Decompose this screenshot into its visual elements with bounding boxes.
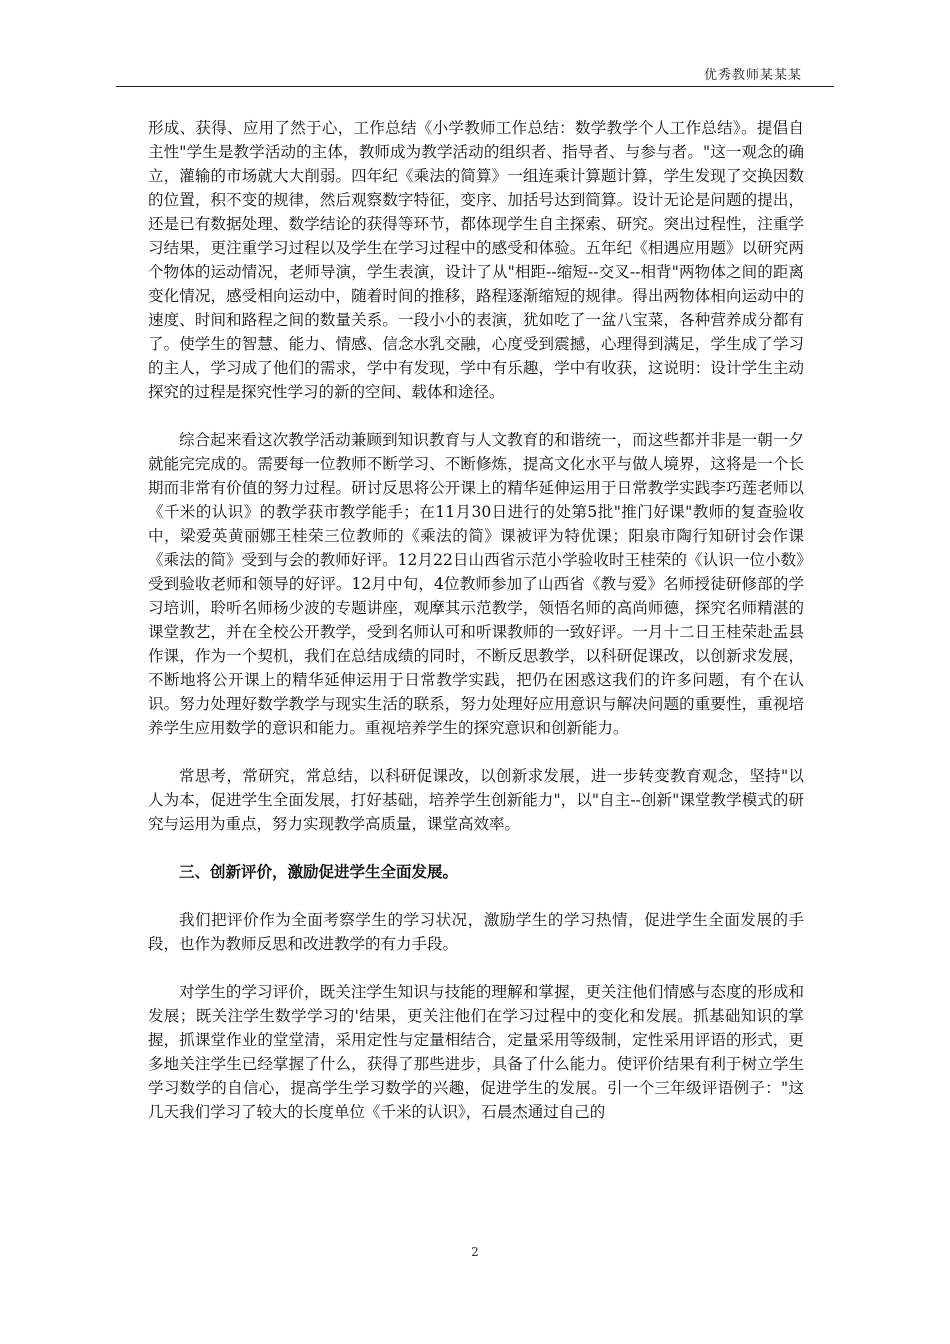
paragraph-4: 我们把评价作为全面考察学生的学习状况，激励学生的学习热情，促进学生全面发展的手段，也作为教师反思和改进教学的有力手段。 [148, 911, 804, 953]
header-rule [116, 86, 834, 87]
document-body [148, 116, 804, 1148]
paragraph-2: 综合起来看这次教学活动兼顾到知识教育与人文教育的和谐统一，而这些都并非是一朝一夕就能完完成的。需要每一位教师不断学习、不断修炼，提高文化水平与做人境界，这将是一个长期而非常有价值的努力过程。研讨反思将公开课上的精华延伸运用于日常教学实践李巧莲老师以《千米的认识》的教学获市教学能手；在11月30日进行的处第5批"推门好课"教师的复查验收中，梁爱英黄丽娜王桂荣三位教师的《乘法的简》课被评为特优课；阳泉市陶行知研讨会作课《乘法的简》受到与会的教师好评。12月22日山西省示范小学验收时王桂荣的《认识一位小数》受到验收老师和领导的好评。12月中旬，4位教师参加了山西省《教与爱》名师授徒研修部的学习培训，聆听名师杨少波的专题讲座，观摩其示范教学，领悟名师的高尚师德，探究名师精湛的课堂教艺，并在全校公开教学，受到名师认可和听课教师的一致好评。一月十二日王桂荣赴盂县作课，作为一个契机，我们在总结成绩的同时，不断反思教学，以科研促课改，以创新求发展，不断地将公开课上的精华延伸运用于日常教学实践，把仍在困惑这我们的许多问题，有个在认识。努力处理好数学教学与现实生活的联系，努力处理好应用意识与解决问题的重要性，重视培养学生应用数学的意识和能力。重视培养学生的探究意识和创新能力。 [148, 431, 804, 737]
paragraph-3: 常思考，常研究，常总结，以科研促课改，以创新求发展，进一步转变教育观念，坚持"以人为本，促进学生全面发展，打好基础，培养学生创新能力"，以"自主--创新"课堂教学模式的研究与运用为重点，努力实现教学高质量，课堂高效率。 [148, 767, 804, 833]
paragraph-5: 对学生的学习评价，既关注学生知识与技能的理解和掌握，更关注他们情感与态度的形成和发展；既关注学生数学学习的'结果，更关注他们在学习过程中的变化和发展。抓基础知识的掌握，抓课堂作业的堂堂清，采用定性与定量相结合，定量采用等级制，定性采用评语的形式，更多地关注学生已经掌握了什么，获得了那些进步，具备了什么能力。使评价结果有利于树立学生学习数学的自信心，提高学生学习数学的兴趣，促进学生的发展。引一个三年级评语例子："这几天我们学习了较大的长度单位《千米的认识》，石晨杰通过自己的 [148, 983, 804, 1121]
paragraph-1: 形成、获得、应用了然于心，工作总结《小学教师工作总结：数学教学个人工作总结》。提倡自主性"学生是教学活动的主体，教师成为教学活动的组织者、指导者、与参与者。"这一观念的确立，灌输的市场就大大削弱。四年纪《乘法的简算》一组连乘计算题计算，学生发现了交换因数的位置，积不变的规律，然后观察数字特征，变序、加括号达到简算。设计无论是问题的提出，还是已有数据处理、数学结论的获得等环节，都体现学生自主探索、研究。突出过程性，注重学习结果，更注重学习过程以及学生在学习过程中的感受和体验。五年纪《相遇应用题》以研究两个物体的运动情况，老师导演，学生表演，设计了从"相距--缩短--交叉--相背"两物体之间的距离变化情况，感受相向运动中，随着时间的推移，路程逐渐缩短的规律。得出两物体相向运动中的速度、时间和路程之间的数量关系。一段小小的表演，犹如吃了一盆八宝菜，各种营养成分都有了。使学生的智慧、能力、情感、信念水乳交融，心度受到震撼，心理得到满足，学生成了学习的主人，学习成了他们的需求，学中有发现，学中有乐趣，学中有收获，这说明：设计学生主动探究的过程是探究性学习的新的空间、载体和途径。 [148, 119, 804, 401]
page-number: 2 [471, 1245, 479, 1259]
header-text: 优秀教师某某某 [703, 68, 802, 83]
section-heading: 三、创新评价，激励促进学生全面发展。 [179, 862, 459, 881]
